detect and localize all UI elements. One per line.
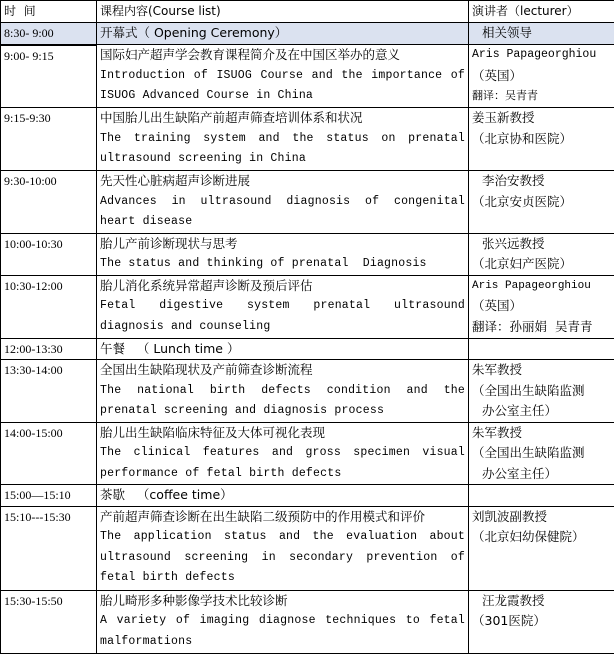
session-course — [97, 338, 469, 360]
course-title-en: Introduction of ISUOG Course and the importance of ISUOG Advanced Course in China — [100, 68, 465, 102]
session-lecturer — [469, 485, 614, 507]
course-title-zh: 国际妇产超声学会教育课程简介及在中国区举办的意义 — [100, 47, 401, 62]
lecturer-line: Aris Papageorghiou — [472, 279, 591, 292]
session-lecturer — [469, 275, 614, 338]
table-row — [1, 338, 614, 360]
table-row — [1, 485, 614, 507]
course-title-en: Advances in ultrasound diagnosis of congenital heart disease — [100, 194, 465, 228]
lecturer-line: （北京协和医院） — [472, 130, 573, 146]
session-lecturer — [469, 338, 614, 360]
course-title-en: The application status and the evaluation about ultrasound screening in secondary prevention of fetal birth defects — [100, 530, 465, 584]
lecturer-line: （北京安贞医院） — [472, 193, 573, 209]
course-title-en: A variety of imaging diagnose techniques to fetal malformations — [100, 614, 465, 648]
course-title-zh: 开幕式（ Opening Ceremony） — [100, 25, 288, 40]
session-lecturer — [469, 590, 614, 653]
lecturer-line: 刘凯波副教授 — [472, 508, 548, 524]
session-time: 10:30-12:00 — [1, 275, 97, 338]
lecturer-line: Aris Papageorghiou — [472, 48, 597, 61]
lecturer-line: （全国出生缺陷监测 — [472, 382, 585, 398]
lecturer-line: 李治安教授 — [482, 173, 545, 188]
session-time: 15:10---15:30 — [1, 506, 97, 590]
session-time: 12:00-13:30 — [1, 338, 97, 360]
session-time: 15:30-15:50 — [1, 590, 97, 653]
course-title-zh: 产前超声筛查诊断在出生缺陷二级预防中的作用模式和评价 — [100, 508, 426, 524]
header-course: 课程内容(Course list) — [97, 1, 469, 23]
course-title-zh: 午餐 （ Lunch time ） — [100, 340, 240, 356]
session-course — [97, 485, 469, 507]
lecturer-line: （英国） — [472, 298, 523, 313]
course-title-zh: 胎儿消化系统异常超声诊断及预后评估 — [100, 277, 313, 293]
lecturer-line: （301医院） — [472, 613, 546, 628]
session-lecturer — [469, 233, 614, 275]
course-title-en: The training system and the status on prenatal ultrasound screening in China — [100, 131, 465, 165]
table-row — [1, 23, 614, 45]
course-title-en: The national birth defects condition and the prenatal screening and diagnosis process — [100, 383, 465, 417]
course-title-zh: 胎儿产前诊断现状与思考 — [100, 235, 238, 251]
course-title-zh: 茶歇 （coffee time） — [100, 487, 233, 502]
lecturer-line: 办公室主任） — [482, 465, 558, 481]
table-row — [1, 506, 614, 590]
session-lecturer — [469, 171, 614, 234]
course-title-zh: 先天性心脏病超声诊断进展 — [100, 173, 251, 188]
course-title-zh: 中国胎儿出生缺陷产前超声筛查培训体系和状况 — [100, 110, 363, 125]
session-lecturer — [469, 108, 614, 171]
header-lecturer: 演讲者（lecturer） — [469, 1, 614, 23]
lecturer-line: 姜玉新教授 — [472, 110, 535, 125]
session-time: 9:00- 9:15 — [1, 45, 97, 108]
lecturer-line: 朱军教授 — [472, 424, 523, 440]
session-course — [97, 45, 469, 108]
course-title-zh: 全国出生缺陷现状及产前筛查诊断流程 — [100, 362, 313, 377]
table-row — [1, 233, 614, 275]
session-lecturer — [469, 23, 614, 45]
session-time: 15:00—15:10 — [1, 485, 97, 507]
lecturer-line: 翻译：孙丽娟 吴青青 — [472, 318, 593, 334]
header-time: 时 间 — [1, 1, 97, 23]
session-lecturer — [469, 45, 614, 108]
table-row — [1, 275, 614, 338]
lecturer-line: （全国出生缺陷监测 — [472, 445, 585, 460]
course-title-en: The status and thinking of prenatal Diagnosis — [100, 257, 427, 270]
session-course — [97, 360, 469, 423]
session-course — [97, 171, 469, 234]
session-course — [97, 590, 469, 653]
lecturer-line: （北京妇幼保健院） — [472, 529, 585, 544]
course-title-en: Fetal digestive system prenatal ultrasound diagnosis and counseling — [100, 299, 465, 333]
table-row — [1, 108, 614, 171]
session-time: 10:00-10:30 — [1, 233, 97, 275]
table-row — [1, 171, 614, 234]
course-title-en: The clinical features and gross specimen visual performance of fetal birth defects — [100, 446, 465, 480]
table-row — [1, 45, 614, 108]
lecturer-line: 朱军教授 — [472, 362, 523, 377]
lecturer-line: 相关领导 — [482, 25, 533, 40]
session-time: 13:30-14:00 — [1, 360, 97, 423]
session-lecturer — [469, 422, 614, 485]
session-time: 14:00-15:00 — [1, 422, 97, 485]
lecturer-line: 张兴远教授 — [482, 235, 545, 251]
session-course — [97, 233, 469, 275]
session-course — [97, 275, 469, 338]
session-lecturer — [469, 360, 614, 423]
lecturer-line: 办公室主任） — [482, 403, 558, 418]
table-row — [1, 360, 614, 423]
session-time: 8:30- 9:00 — [1, 23, 97, 45]
course-title-zh: 胎儿出生缺陷临床特征及大体可视化表现 — [100, 424, 326, 440]
lecturer-line: （英国） — [472, 67, 523, 83]
lecturer-line: （北京妇产医院） — [472, 256, 573, 271]
header-row — [1, 1, 614, 23]
table-row — [1, 422, 614, 485]
lecturer-line: 汪龙霞教授 — [482, 592, 545, 608]
lecturer-line: 翻译：吴青青 — [472, 89, 538, 102]
table-row — [1, 590, 614, 653]
session-time: 9:15-9:30 — [1, 108, 97, 171]
session-course — [97, 108, 469, 171]
session-lecturer — [469, 506, 614, 590]
session-course — [97, 506, 469, 590]
course-title-zh: 胎儿畸形多种影像学技术比较诊断 — [100, 592, 288, 608]
session-course — [97, 422, 469, 485]
session-course — [97, 23, 469, 45]
session-time: 9:30-10:00 — [1, 171, 97, 234]
